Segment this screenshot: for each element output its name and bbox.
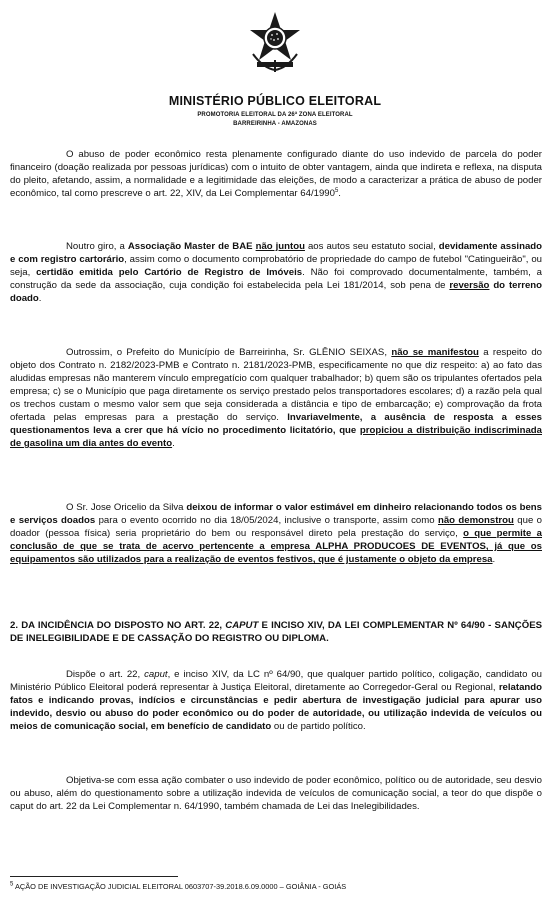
coat-of-arms-icon (243, 10, 307, 74)
paragraph-objetivo: Objetiva-se com essa ação combater o uso indevido de poder econômico, político ou de autoridade, seu desvio ou abuso, além do questionamento sobre a utilização indevida de veículos de comunicação social, a teor do que dispõe o caput do art. 22 da Lei Complementar n. 64/1990, também chamada de Lei das Inelegibilidades. (10, 775, 542, 812)
org-title: MINISTÉRIO PÚBLICO ELEITORAL (168, 94, 382, 108)
org-subtitle-promotoria: PROMOTORIA ELEITORAL DA 26ª ZONA ELEITORAL (197, 112, 353, 118)
paragraph-associacao: Noutro giro, a Associação Master de BAE não juntou aos autos seu estatuto social, devidamente assinado e com registro cartorário, assim como o documento comprobatório de propriedade do campo de futebol "Catingueirão", ou seja, certidão emitida pelo Cartório de Registro de Imóveis. Não foi comprovado documentalmente, também, a construção da sede da associação, cuja condição foi estabelecida pela Lei 181/2014, sob pena de reversão do terreno doado. (10, 241, 543, 304)
section-heading: 2. DA INCIDÊNCIA DO DISPOSTO NO ART. 22, CAPUT E INCISO XIV, DA LEI COMPLEMENTAR Nº 64/90 - SANÇÕES DE INELEGIBILIDADE E DE CASSAÇÃO DO REGISTRO OU DIPLOMA. (10, 620, 542, 644)
footnote-divider (10, 876, 178, 877)
footnote: $^5$ AÇÃO DE INVESTIGAÇÃO JUDICIAL ELEITORAL 0603707-39.2018.6.09.0000 – GOIÂNIA - GOIÁS (10, 881, 347, 891)
footnote-ref: 5 (334, 187, 339, 194)
paragraph-abuso-poder: O abuso de poder econômico resta plenamente configurado diante do uso indevido de parcela do poder financeiro (doação realizada por pessoas jurídicas) com o intuito de obter vantagem, ainda que indireta e reflexa, na disputa do pleito, afetando, assim, a normalidade e a legitimidade das eleições, de modo a caracterizar a prática de abuso de poder econômico, tal como prescreve o art. 22, XIV, da Lei Complementar 64/1990$^5$. (10, 149, 542, 199)
paragraph-art22: Dispõe o art. 22, caput, e inciso XIV, da LC nº 64/90, que qualquer partido político, coligação, candidato ou Ministério Público Eleitoral poderá representar à Justiça Eleitoral, diretamente ao Corregedor-Geral ou Regional, relatando fatos e indicando provas, indícios e circunstâncias e pedir abertura de investigação judicial para apurar uso indevido, desvio ou abuso do poder econômico ou do poder de autoridade, ou utilização indevida de veículos ou meios de comunicação social, em benefício de candidato ou de partido político. (10, 669, 543, 732)
org-subtitle-location: BARREIRINHA - AMAZONAS (233, 121, 317, 127)
paragraph-prefeito: Outrossim, o Prefeito do Município de Barreirinha, Sr. GLÊNIO SEIXAS, não se manifestou a respeito do objeto dos Contrato n. 2182/2023-PMB e Contrato n. 2181/2023-PMB, especificamente no que diz respeito: a) ao fato das aludidas empresas não manterem vínculo empregatício com qualquer trabalhador; b) quem são os tripulantes ofertados pela empresa; c) se o Município que paga diretamente os serviço prestado pelos transportadores escolares; d) a razão pela qual os trechos custam o mesmo valor sem que seja considerada a distância e tipo de embarcação; e) comprovação da frota ofertada pelas empresas para a prestação do serviço. Invariavelmente, a ausência de resposta a esses questionamentos leva a crer que há vício no procedimento licitatório, que propiciou a distribuição indiscriminada de gasolina um dia antes do evento. (10, 347, 543, 449)
paragraph-oricelio: O Sr. Jose Oricelio da Silva deixou de informar o valor estimável em dinheiro relacionando todos os bens e serviços doados para o evento ocorrido no dia 18/05/2024, inclusive o transporte, assim como não demonstrou que o doador (pessoa física) seria proprietário do bem ou responsável direto pela prestação do serviço, o que permite a conclusão de que se trata de acervo pertencente a empresa ALPHA PRODUCOES DE EVENTOS, já que os equipamentos são utilizados para a realização de eventos festivos, que é justamente o objeto da empresa. (10, 502, 543, 565)
footnote-number: 5 (10, 881, 14, 888)
